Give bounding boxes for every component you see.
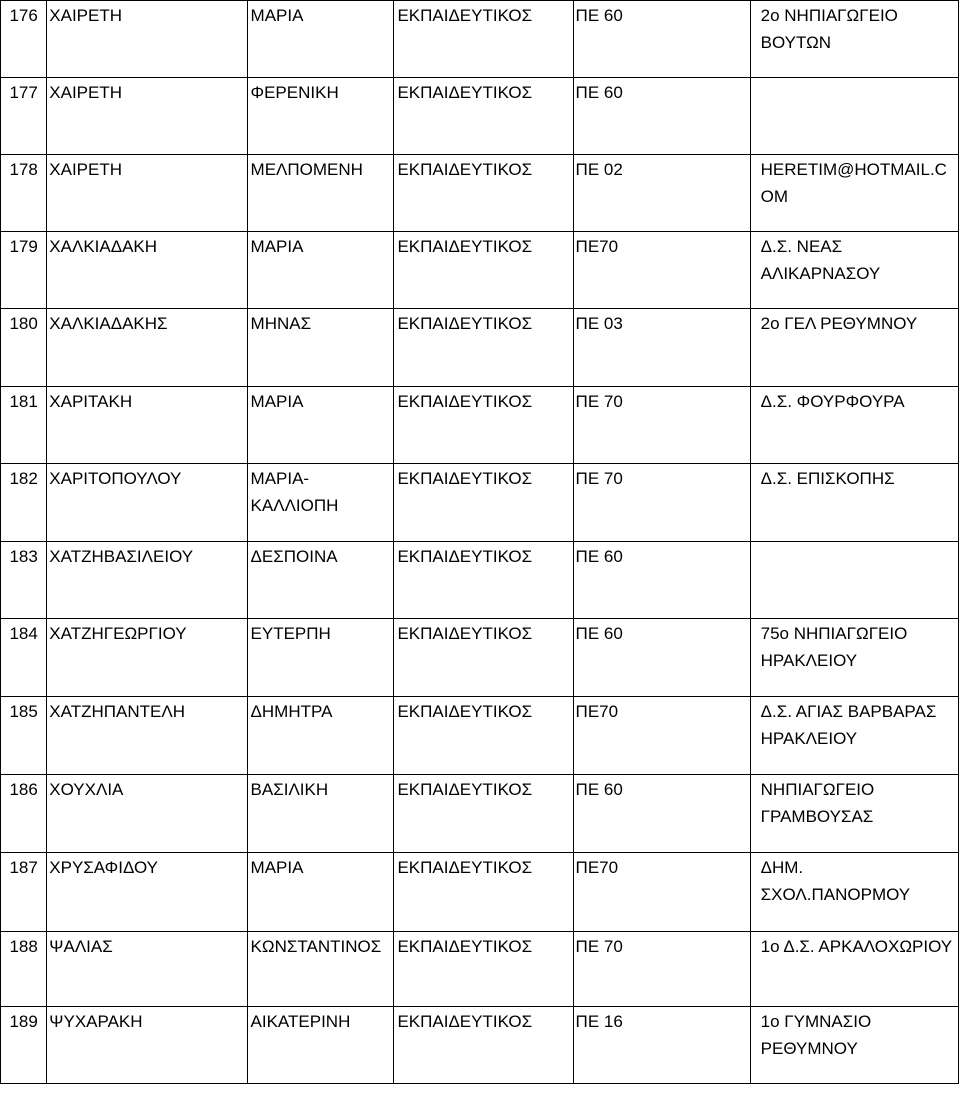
first-name-cell-line: ΜΑΡΙΑ (250, 237, 304, 256)
first-name-cell-line: ΚΩΝΣΤΑΝΤΙΝΟΣ (250, 937, 382, 956)
row-number: 181 (1, 387, 47, 464)
first-name-cell-line: ΦΕΡΕΝΙΚΗ (250, 83, 339, 102)
table-row (1, 309, 959, 387)
branch-cell: ΠΕ70 (573, 232, 750, 309)
row-number: 187 (1, 853, 47, 932)
surname-cell: ΧΑΙΡΕΤΗ (47, 1, 247, 78)
first-name-cell (247, 619, 394, 697)
table-row (1, 775, 959, 853)
first-name-cell (247, 232, 394, 309)
table-row (1, 464, 959, 542)
school-cell-line: ΑΛΙΚΑΡΝΑΣΟΥ (760, 264, 881, 283)
surname-cell: ΧΑΡΙΤΑΚΗ (47, 387, 247, 464)
role-cell: ΕΚΠΑΙΔΕΥΤΙΚΟΣ (394, 78, 573, 155)
first-name-cell (247, 309, 394, 387)
branch-cell: ΠΕ 60 (573, 1, 750, 78)
school-cell-line: Δ.Σ. ΦΟΥΡΦΟΥΡΑ (760, 392, 905, 411)
branch-cell: ΠΕ 70 (573, 387, 750, 464)
table-row (1, 387, 959, 464)
staff-table-body (1, 1, 959, 1084)
row-number: 186 (1, 775, 47, 853)
first-name-cell-line: ΕΥΤΕΡΠΗ (250, 624, 331, 643)
school-cell-line: Δ.Σ. ΑΓΙΑΣ ΒΑΡΒΑΡΑΣ (760, 702, 937, 721)
school-cell (750, 697, 958, 775)
school-cell (750, 853, 958, 932)
surname-cell: ΧΑΤΖΗΠΑΝΤΕΛΗ (47, 697, 247, 775)
school-cell (750, 619, 958, 697)
first-name-cell-line: ΜΑΡΙΑ (250, 392, 304, 411)
role-cell: ΕΚΠΑΙΔΕΥΤΙΚΟΣ (394, 464, 573, 542)
branch-cell: ΠΕ 60 (573, 775, 750, 853)
school-cell (750, 309, 958, 387)
role-cell: ΕΚΠΑΙΔΕΥΤΙΚΟΣ (394, 775, 573, 853)
branch-cell: ΠΕ 02 (573, 155, 750, 232)
branch-cell: ΠΕ 60 (573, 619, 750, 697)
role-cell: ΕΚΠΑΙΔΕΥΤΙΚΟΣ (394, 697, 573, 775)
first-name-cell (247, 78, 394, 155)
first-name-cell-line: ΜΑΡΙΑ- (250, 469, 310, 488)
role-cell: ΕΚΠΑΙΔΕΥΤΙΚΟΣ (394, 232, 573, 309)
row-number: 176 (1, 1, 47, 78)
surname-cell: ΧΑΡΙΤΟΠΟΥΛΟΥ (47, 464, 247, 542)
surname-cell: ΧΟΥΧΛΙΑ (47, 775, 247, 853)
surname-cell: ΧΑΙΡΕΤΗ (47, 155, 247, 232)
school-cell-line: 2ο ΓΕΛ ΡΕΘΥΜΝΟΥ (760, 314, 918, 333)
table-row (1, 619, 959, 697)
first-name-cell (247, 542, 394, 619)
first-name-cell (247, 932, 394, 1007)
role-cell: ΕΚΠΑΙΔΕΥΤΙΚΟΣ (394, 853, 573, 932)
table-row (1, 232, 959, 309)
school-cell (750, 1, 958, 78)
school-cell (750, 78, 958, 155)
surname-cell: ΧΑΙΡΕΤΗ (47, 78, 247, 155)
first-name-cell (247, 387, 394, 464)
school-cell (750, 775, 958, 853)
role-cell: ΕΚΠΑΙΔΕΥΤΙΚΟΣ (394, 1007, 573, 1084)
row-number: 178 (1, 155, 47, 232)
first-name-cell-line: ΒΑΣΙΛΙΚΗ (250, 780, 329, 799)
school-cell-line: OM (760, 187, 789, 206)
school-cell-line: ΗΡΑΚΛΕΙΟΥ (760, 729, 858, 748)
role-cell: ΕΚΠΑΙΔΕΥΤΙΚΟΣ (394, 542, 573, 619)
school-cell-line: 1ο ΓΥΜΝΑΣΙΟ (760, 1012, 872, 1031)
school-cell (750, 155, 958, 232)
first-name-cell-line: ΜΑΡΙΑ (250, 6, 304, 25)
school-cell (750, 464, 958, 542)
role-cell: ΕΚΠΑΙΔΕΥΤΙΚΟΣ (394, 932, 573, 1007)
row-number: 184 (1, 619, 47, 697)
school-cell-line: 1ο Δ.Σ. ΑΡΚΑΛΟΧΩΡΙΟΥ (760, 937, 953, 956)
table-row (1, 1, 959, 78)
branch-cell: ΠΕ 70 (573, 464, 750, 542)
table-row (1, 853, 959, 932)
school-cell-line: Δ.Σ. ΕΠΙΣΚΟΠΗΣ (760, 469, 895, 488)
first-name-cell-line: ΜΑΡΙΑ (250, 858, 304, 877)
surname-cell: ΨΥΧΑΡΑΚΗ (47, 1007, 247, 1084)
surname-cell: ΧΑΛΚΙΑΔΑΚΗΣ (47, 309, 247, 387)
first-name-cell (247, 1007, 394, 1084)
first-name-cell (247, 155, 394, 232)
role-cell: ΕΚΠΑΙΔΕΥΤΙΚΟΣ (394, 619, 573, 697)
first-name-cell-line: ΔΗΜΗΤΡΑ (250, 702, 333, 721)
first-name-cell (247, 853, 394, 932)
row-number: 183 (1, 542, 47, 619)
branch-cell: ΠΕ 70 (573, 932, 750, 1007)
table-row (1, 78, 959, 155)
role-cell: ΕΚΠΑΙΔΕΥΤΙΚΟΣ (394, 309, 573, 387)
role-cell: ΕΚΠΑΙΔΕΥΤΙΚΟΣ (394, 1, 573, 78)
branch-cell: ΠΕ70 (573, 697, 750, 775)
table-row (1, 1007, 959, 1084)
row-number: 182 (1, 464, 47, 542)
row-number: 179 (1, 232, 47, 309)
school-cell-line: Δ.Σ. ΝΕΑΣ (760, 237, 843, 256)
first-name-cell-line: ΑΙΚΑΤΕΡΙΝΗ (250, 1012, 351, 1031)
table-row (1, 542, 959, 619)
school-cell-line: ΡΕΘΥΜΝΟΥ (760, 1039, 858, 1058)
branch-cell: ΠΕ 16 (573, 1007, 750, 1084)
first-name-cell (247, 464, 394, 542)
role-cell: ΕΚΠΑΙΔΕΥΤΙΚΟΣ (394, 155, 573, 232)
row-number: 189 (1, 1007, 47, 1084)
first-name-cell (247, 697, 394, 775)
row-number: 180 (1, 309, 47, 387)
row-number: 177 (1, 78, 47, 155)
branch-cell: ΠΕ 03 (573, 309, 750, 387)
table-row (1, 155, 959, 232)
school-cell-line: ΓΡΑΜΒΟΥΣΑΣ (760, 807, 874, 826)
school-cell (750, 932, 958, 1007)
branch-cell: ΠΕ70 (573, 853, 750, 932)
surname-cell: ΧΑΛΚΙΑΔΑΚΗ (47, 232, 247, 309)
school-cell-line: ΒΟΥΤΩΝ (760, 33, 832, 52)
surname-cell: ΧΑΤΖΗΓΕΩΡΓΙΟΥ (47, 619, 247, 697)
first-name-cell (247, 1, 394, 78)
school-cell-line: ΣΧΟΛ.ΠΑΝΟΡΜΟΥ (760, 885, 911, 904)
branch-cell: ΠΕ 60 (573, 78, 750, 155)
school-cell (750, 542, 958, 619)
first-name-cell-line: ΜΕΛΠΟΜΕΝΗ (250, 160, 363, 179)
table-row (1, 932, 959, 1007)
school-cell-line: 2ο ΝΗΠΙΑΓΩΓΕΙΟ (760, 6, 898, 25)
role-cell: ΕΚΠΑΙΔΕΥΤΙΚΟΣ (394, 387, 573, 464)
school-cell (750, 232, 958, 309)
surname-cell: ΧΑΤΖΗΒΑΣΙΛΕΙΟΥ (47, 542, 247, 619)
table-row (1, 697, 959, 775)
school-cell (750, 387, 958, 464)
first-name-cell-line: ΜΗΝΑΣ (250, 314, 312, 333)
school-cell-line: ΗΡΑΚΛΕΙΟΥ (760, 651, 858, 670)
row-number: 185 (1, 697, 47, 775)
surname-cell: ΧΡΥΣΑΦΙΔΟΥ (47, 853, 247, 932)
first-name-cell (247, 775, 394, 853)
first-name-cell-line: ΚΑΛΛΙΟΠΗ (250, 496, 339, 515)
row-number: 188 (1, 932, 47, 1007)
school-cell-line: ΔΗΜ. (760, 858, 804, 877)
school-cell-line: HERETIM@HOTMAIL.C (760, 160, 947, 179)
branch-cell: ΠΕ 60 (573, 542, 750, 619)
surname-cell: ΨΑΛΙΑΣ (47, 932, 247, 1007)
first-name-cell-line: ΔΕΣΠΟΙΝΑ (250, 547, 338, 566)
school-cell-line: 75ο ΝΗΠΙΑΓΩΓΕΙΟ (760, 624, 908, 643)
school-cell-line: ΝΗΠΙΑΓΩΓΕΙΟ (760, 780, 875, 799)
school-cell (750, 1007, 958, 1084)
